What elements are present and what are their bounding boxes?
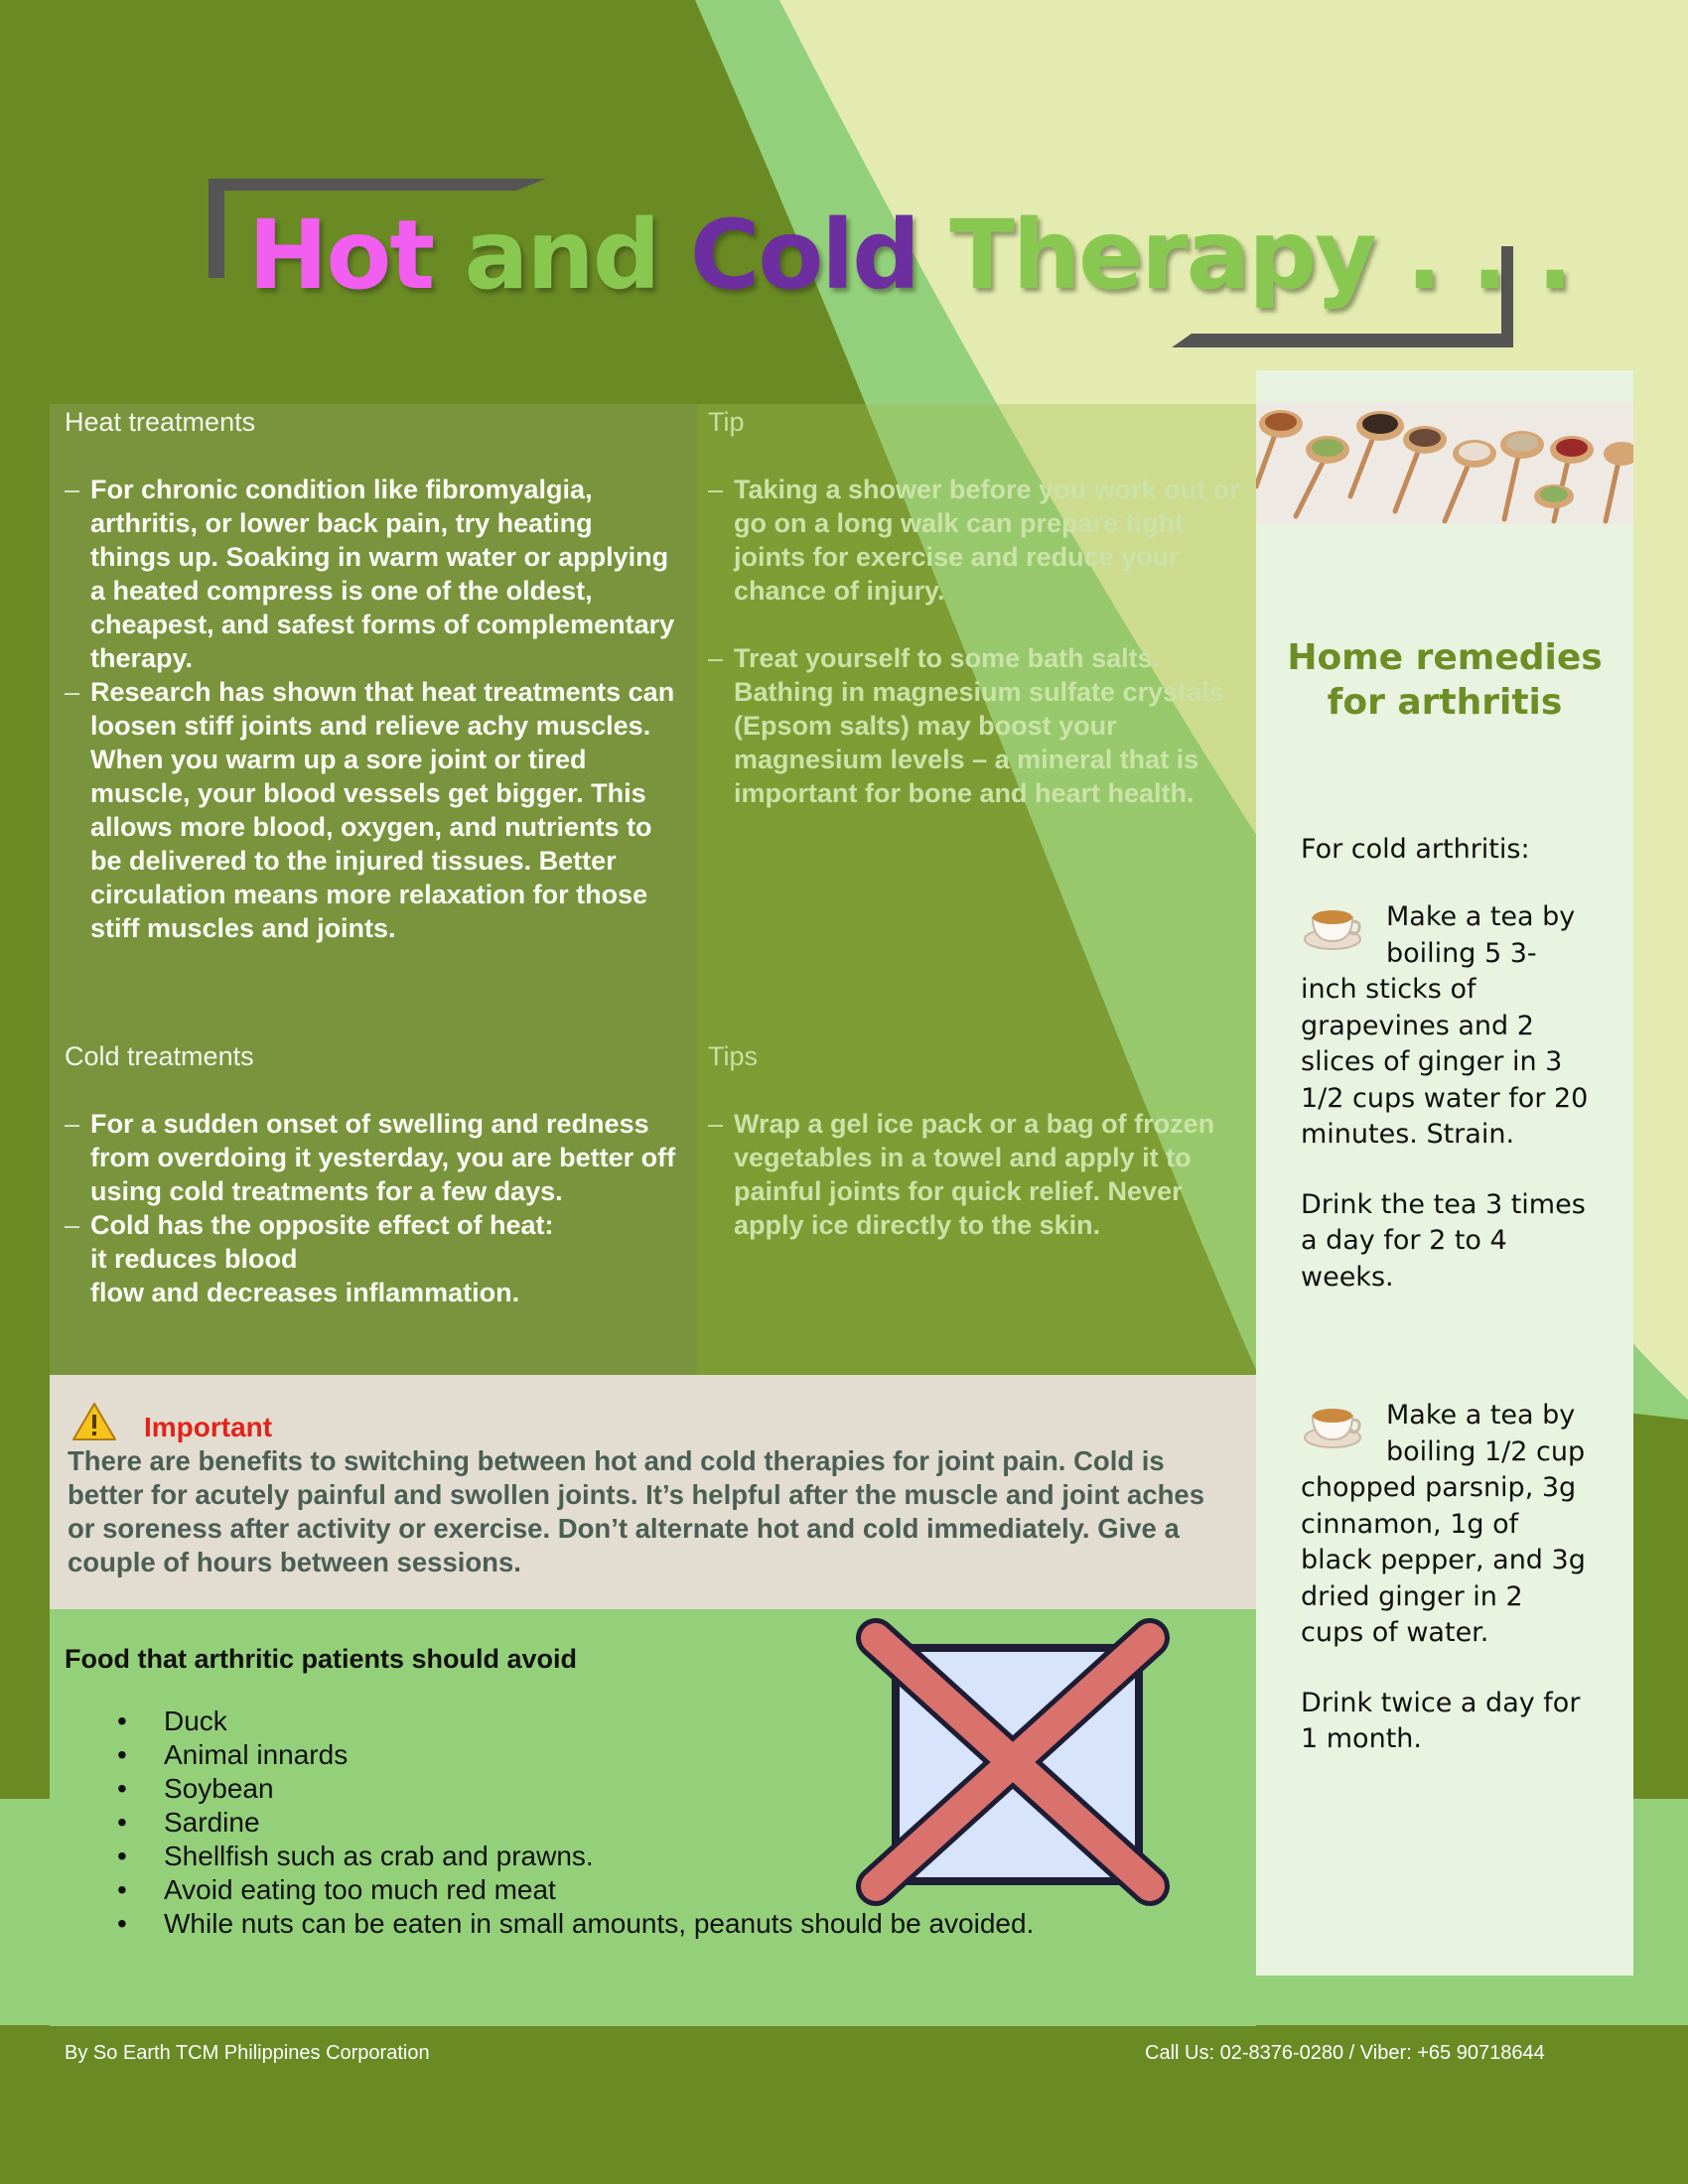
- remedy-dose-line: Drink twice a day for: [1301, 1687, 1581, 1718]
- remedy-line: cups of water.: [1301, 1617, 1489, 1648]
- remedy-dose-line: a day for 2 to 4: [1301, 1225, 1507, 1256]
- remedy-2: [1301, 1398, 1618, 1758]
- cold-heading: Cold treatments: [65, 1041, 254, 1071]
- list-item: – Cold has the opposite effect of heat:: [65, 1208, 680, 1242]
- important-label: Important: [144, 1412, 273, 1442]
- sidebar-heading-line: Home remedies: [1287, 637, 1603, 678]
- heat-list: [65, 473, 680, 945]
- title-therapy: Therapy . . .: [949, 200, 1572, 311]
- list-item: – For chronic condition like fibromyalgia, arthritis, or lower back pain, try heating things up. Soaking in warm water or applying a heated compress is one of the oldest, cheapest, and safest forms of complementary therapy.: [65, 473, 680, 675]
- list-item: – Taking a shower before you work out or go on a long walk can prepare tight joints for exercise and reduce your chance of injury.: [708, 473, 1244, 608]
- cross-box-icon: [856, 1618, 1170, 1906]
- remedy-line: chopped parsnip, 3g: [1301, 1472, 1577, 1503]
- remedy-line: boiling 5 3-: [1386, 937, 1537, 969]
- remedy-line: black pepper, and 3g: [1301, 1545, 1586, 1575]
- title-hot: Hot: [248, 200, 434, 311]
- remedy-dose-line: 1 month.: [1301, 1723, 1422, 1754]
- remedy-line: slices of ginger in 3: [1301, 1046, 1563, 1077]
- list-item: • Shellfish such as crab and prawns.: [109, 1840, 1034, 1873]
- remedy-line: Make a tea by: [1386, 901, 1576, 932]
- remedy-line: minutes. Strain.: [1301, 1119, 1515, 1150]
- list-item: – Research has shown that heat treatments can loosen stiff joints and relieve achy muscles. When you warm up a sore joint or tired muscle, your blood vessels get bigger. This allows more blood, oxygen, and nutrients to be delivered to the injured tissues. Better circulation means more relaxation for those stiff muscles and joints.: [65, 675, 680, 945]
- heat-heading: Heat treatments: [65, 407, 256, 437]
- list-item: • While nuts can be eaten in small amounts, peanuts should be avoided.: [109, 1907, 1034, 1941]
- remedy-line: dried ginger in 2: [1301, 1580, 1523, 1612]
- list-item: • Sardine: [109, 1806, 1034, 1840]
- sidebar-intro: For cold arthritis:: [1301, 834, 1530, 865]
- remedy-line: cinnamon, 1g of: [1301, 1508, 1519, 1540]
- tips-list: [708, 1107, 1244, 1242]
- remedy-line: 1/2 cups water for 20: [1301, 1082, 1589, 1114]
- title-cold: Cold: [689, 200, 918, 311]
- food-heading: Food that arthritic patients should avoid: [65, 1644, 578, 1674]
- list-item: – Treat yourself to some bath salts. Bathing in magnesium sulfate crystals (Epsom salts) may boost your magnesium levels – a mineral that is important for bone and heart health.: [708, 641, 1244, 810]
- remedy-dose-line: weeks.: [1301, 1261, 1394, 1293]
- remedy-dose-line: Drink the tea 3 times: [1301, 1188, 1586, 1220]
- list-item: • Soybean: [109, 1772, 1034, 1806]
- title-and: and: [464, 200, 659, 311]
- footer-company: By So Earth TCM Philippines Corporation: [65, 2042, 430, 2064]
- list-item-continuation: it reduces blood: [90, 1244, 298, 1274]
- remedy-line: inch sticks of: [1301, 974, 1477, 1005]
- important-text: There are benefits to switching between hot and cold therapies for joint pain. Cold is better for acutely painful and swollen joints. It’s helpful after the muscle and joint aches or soreness after activity or exercise. Don’t alternate hot and cold immediately. Give a couple of hours between sessions.: [68, 1445, 1205, 1577]
- warning-icon: [71, 1402, 117, 1441]
- sidebar-heading-line: for arthritis: [1327, 682, 1563, 723]
- tip-list: [708, 473, 1244, 810]
- footer-contact: Call Us: 02-8376-0280 / Viber: +65 90718644: [1145, 2042, 1545, 2064]
- tip-heading: Tip: [708, 407, 745, 437]
- remedy-line: grapevines and 2: [1301, 1010, 1534, 1041]
- list-item: – Wrap a gel ice pack or a bag of frozen vegetables in a towel and apply it to painful joints for quick relief. Never apply ice directly to the skin.: [708, 1107, 1244, 1242]
- cold-list: [65, 1107, 680, 1309]
- list-item: • Duck: [109, 1705, 1034, 1738]
- list-item: • Animal innards: [109, 1738, 1034, 1772]
- remedy-1: [1301, 899, 1618, 1296]
- page-title: [248, 199, 1572, 313]
- remedy-line: Make a tea by: [1386, 1400, 1576, 1431]
- remedy-line: boiling 1/2 cup: [1386, 1435, 1586, 1467]
- list-item-continuation: flow and decreases inflammation.: [90, 1278, 520, 1307]
- list-item: – For a sudden onset of swelling and redness from overdoing it yesterday, you are better off using cold treatments for a few days.: [65, 1107, 680, 1208]
- list-item: • Avoid eating too much red meat: [109, 1873, 1034, 1907]
- sidebar-heading: [1256, 635, 1633, 725]
- tips-heading: Tips: [708, 1041, 759, 1071]
- herbs-spoons-image: [1256, 402, 1633, 524]
